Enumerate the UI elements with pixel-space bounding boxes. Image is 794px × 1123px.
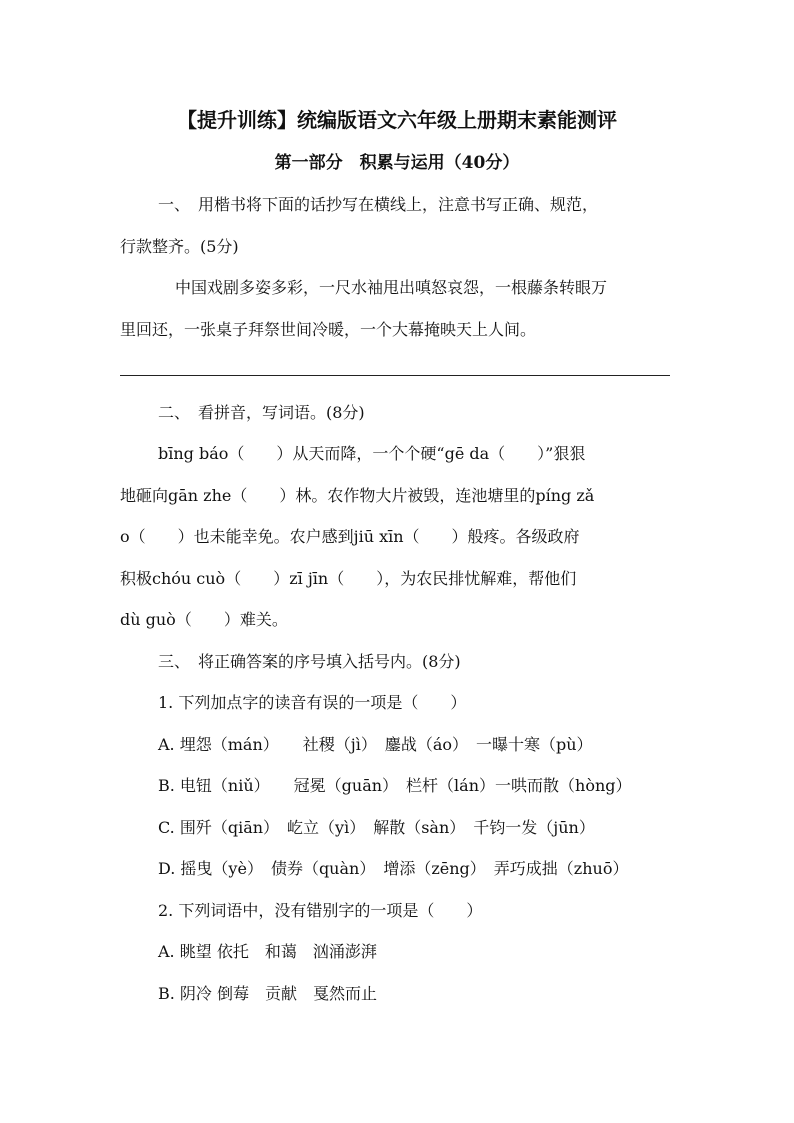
question-2: 2. 下列词语中，没有错别字的一项是（ ）: [158, 901, 483, 920]
pinyin-passage-line-4: 积极chóu cuò（ ）zī jīn（ ），为农民排忧解难，帮他们: [120, 569, 577, 588]
document-title: 【提升训练】统编版语文六年级上册期末素能测评: [177, 108, 617, 132]
pinyin-passage-line-2: 地砸向gān zhe（ ）林。农作物大片被毁，连池塘里的píng zǎ: [120, 486, 595, 505]
part-one-heading: 第一部分 积累与运用（40分）: [274, 153, 520, 173]
section-2-heading: 二、 看拼音，写词语。(8分): [158, 403, 365, 422]
section-3-heading: 三、 将正确答案的序号填入括号内。(8分): [158, 652, 461, 671]
question-1-option-a: A. 埋怨（mán） 社稷（jì） 鏖战（áo） 一曝十寒（pù）: [158, 735, 593, 754]
pinyin-passage-line-1: bīng báo（ ）从天而降，一个个硬“gē da（ ）”狠狠: [158, 444, 586, 463]
question-2-option-b: B. 阴冷 倒莓 贡献 戛然而止: [158, 984, 378, 1003]
section-1-heading: 一、 用楷书将下面的话抄写在横线上，注意书写正确、规范，: [158, 195, 599, 214]
question-1-option-b: B. 电钮（niǔ） 冠冕（guān） 栏杆（lán）一哄而散（hòng）: [158, 776, 632, 795]
question-2-option-a: A. 眺望 依托 和蔼 汹涌澎湃: [158, 942, 377, 961]
copy-passage-line-2: 里回还，一张桌子拜祭世间冷暖，一个大幕掩映天上人间。: [120, 320, 537, 339]
pinyin-passage-line-5: dù guò（ ）难关。: [120, 610, 288, 629]
copy-passage-line-1: 中国戏剧多姿多彩，一尺水袖甩出嗔怒哀怨，一根藤条转眼万: [175, 278, 608, 297]
pinyin-passage-line-3: o（ ）也未能幸免。农户感到jiū xīn（ ）般疼。各级政府: [120, 527, 580, 546]
question-1-option-d: D. 摇曳（yè） 债券（quàn） 增添（zēng） 弄巧成拙（zhuō）: [158, 859, 629, 878]
question-1-option-c: C. 围歼（qiān） 屹立（yì） 解散（sàn） 千钧一发（jūn）: [158, 818, 595, 837]
question-1: 1. 下列加点字的读音有误的一项是（ ）: [158, 693, 467, 712]
writing-line: [120, 375, 670, 376]
section-1-heading-cont: 行款整齐。(5分): [120, 237, 239, 256]
